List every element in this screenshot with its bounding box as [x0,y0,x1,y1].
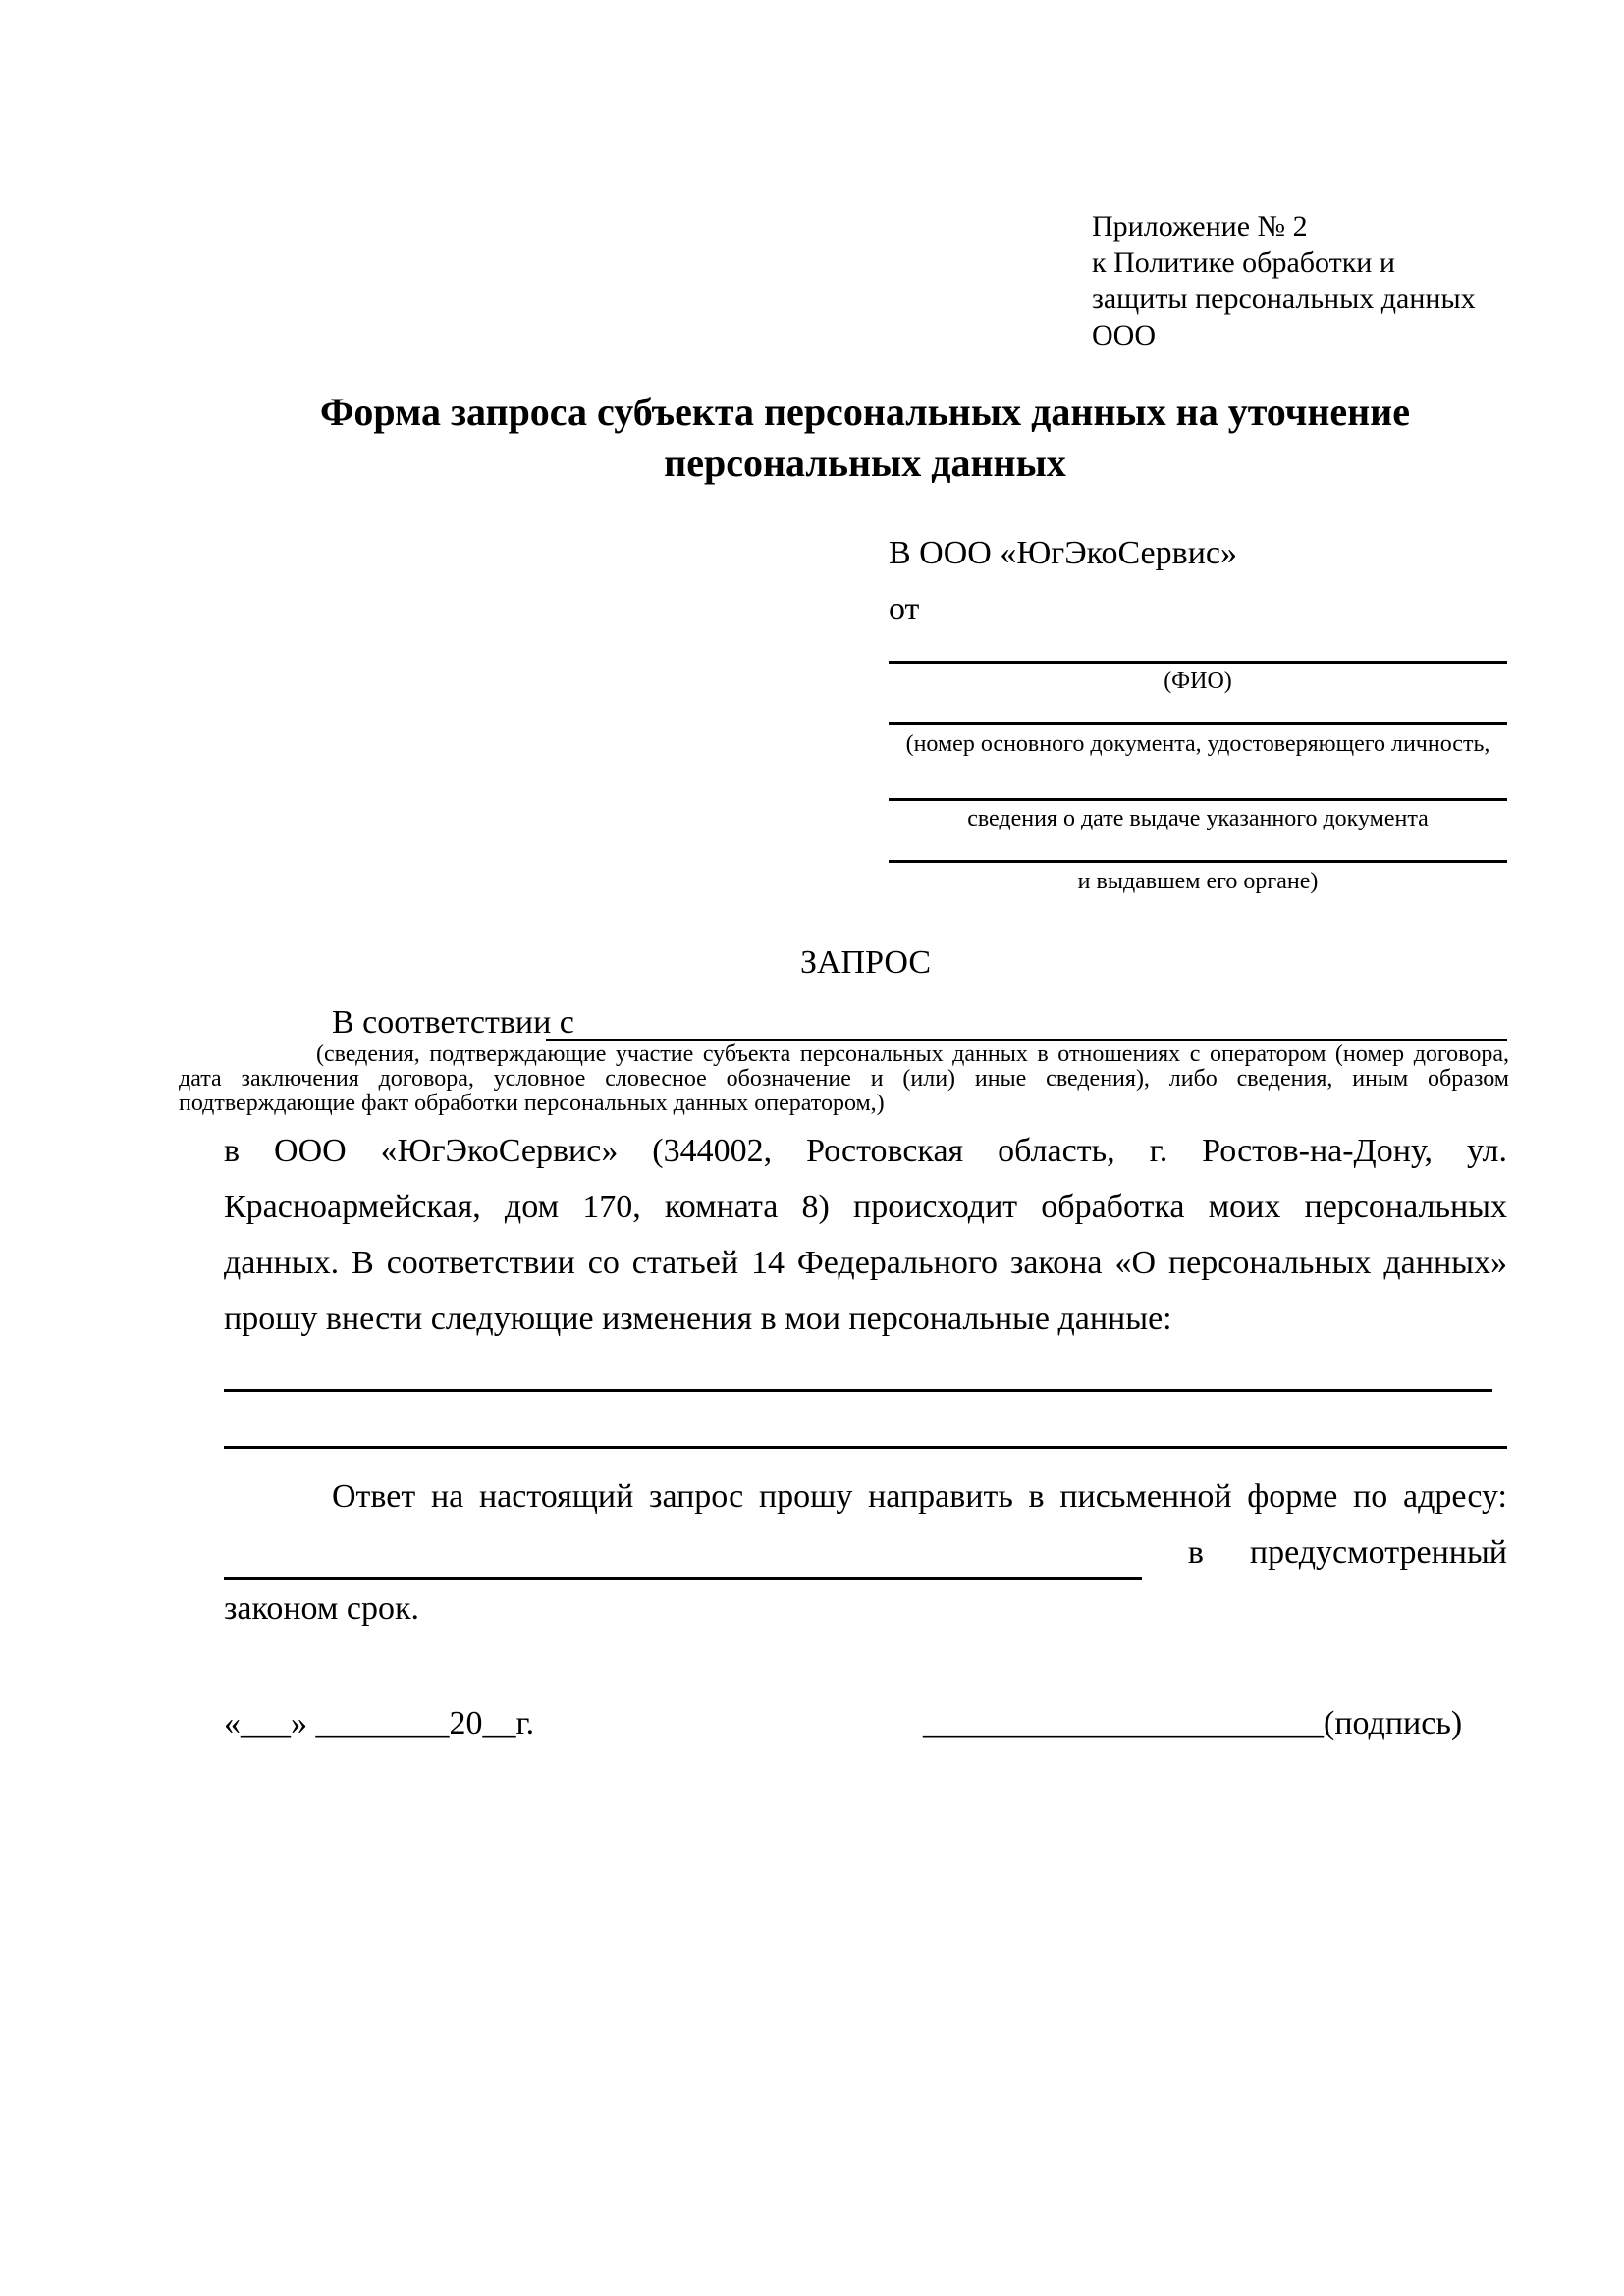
doc-number-blank-line [889,722,1507,725]
accordance-lead: В соответствии с [332,1004,574,1041]
annex-header-line-3: защиты персональных данных [1092,283,1476,315]
address-blank-line [224,1535,1142,1580]
reply-word-in: в [1187,1534,1204,1571]
reply-line-1: Ответ на настоящий запрос прошу направить в письменной форме по адресу: [332,1478,1507,1515]
reply-paragraph [224,1468,1507,1636]
from-label: от [889,591,920,627]
footnote-text: (сведения, подтверждающие участие субъекта персональных данных в отношениях с оператором (номер договора, дата заключения договора, условное словесное обозначение и (или) иные сведения), либо сведения, иным образом подтверждающие факт обработки персональных данных оператором,) [179,1041,1509,1116]
doc-number-caption: (номер основного документа, удостоверяющего личность, [905,731,1490,757]
date-fill-line: «___» ________20__г. [224,1705,535,1741]
annex-header-line-1: Приложение № 2 [1092,210,1308,242]
annex-header [1092,208,1563,353]
signature-row [923,1704,1462,1743]
changes-blank-line-2 [224,1446,1507,1449]
issue-date-caption: сведения о дате выдаче указанного документа [967,806,1429,831]
issue-date-blank-line [889,798,1507,801]
addressee-organization: В ООО «ЮгЭкоСервис» [889,535,1237,571]
body-paragraph: в ООО «ЮгЭкоСервис» (344002, Ростовская область, г. Ростов-на-Дону, ул. Красноармейская, дом 170, комната 8) происходит обработка моих персональных данных. В соответствии со статьей 14 Федерального закона «О персональных данных» прошу внести следующие изменения в мои персональные данные: [224,1133,1507,1337]
page-title: Форма запроса субъекта персональных данных на уточнение персональных данных [320,390,1410,485]
request-heading: ЗАПРОС [799,944,932,981]
changes-blank-line-1 [224,1389,1492,1392]
annex-header-line-4: ООО [1092,319,1156,351]
fio-caption: (ФИО) [1164,668,1232,694]
issuer-blank-line [889,860,1507,863]
reply-line-2 [224,1524,1507,1580]
reply-word-stipulated: предусмотренный [1249,1534,1507,1571]
signature-blank-line: ________________________ [923,1705,1324,1741]
fio-blank-line [889,661,1507,664]
reply-line-3: законом срок. [224,1590,419,1627]
issuer-caption: и выдавшем его органе) [1077,869,1319,894]
annex-header-line-2: к Политике обработки и [1092,246,1395,279]
signature-caption: (подпись) [1324,1705,1463,1741]
